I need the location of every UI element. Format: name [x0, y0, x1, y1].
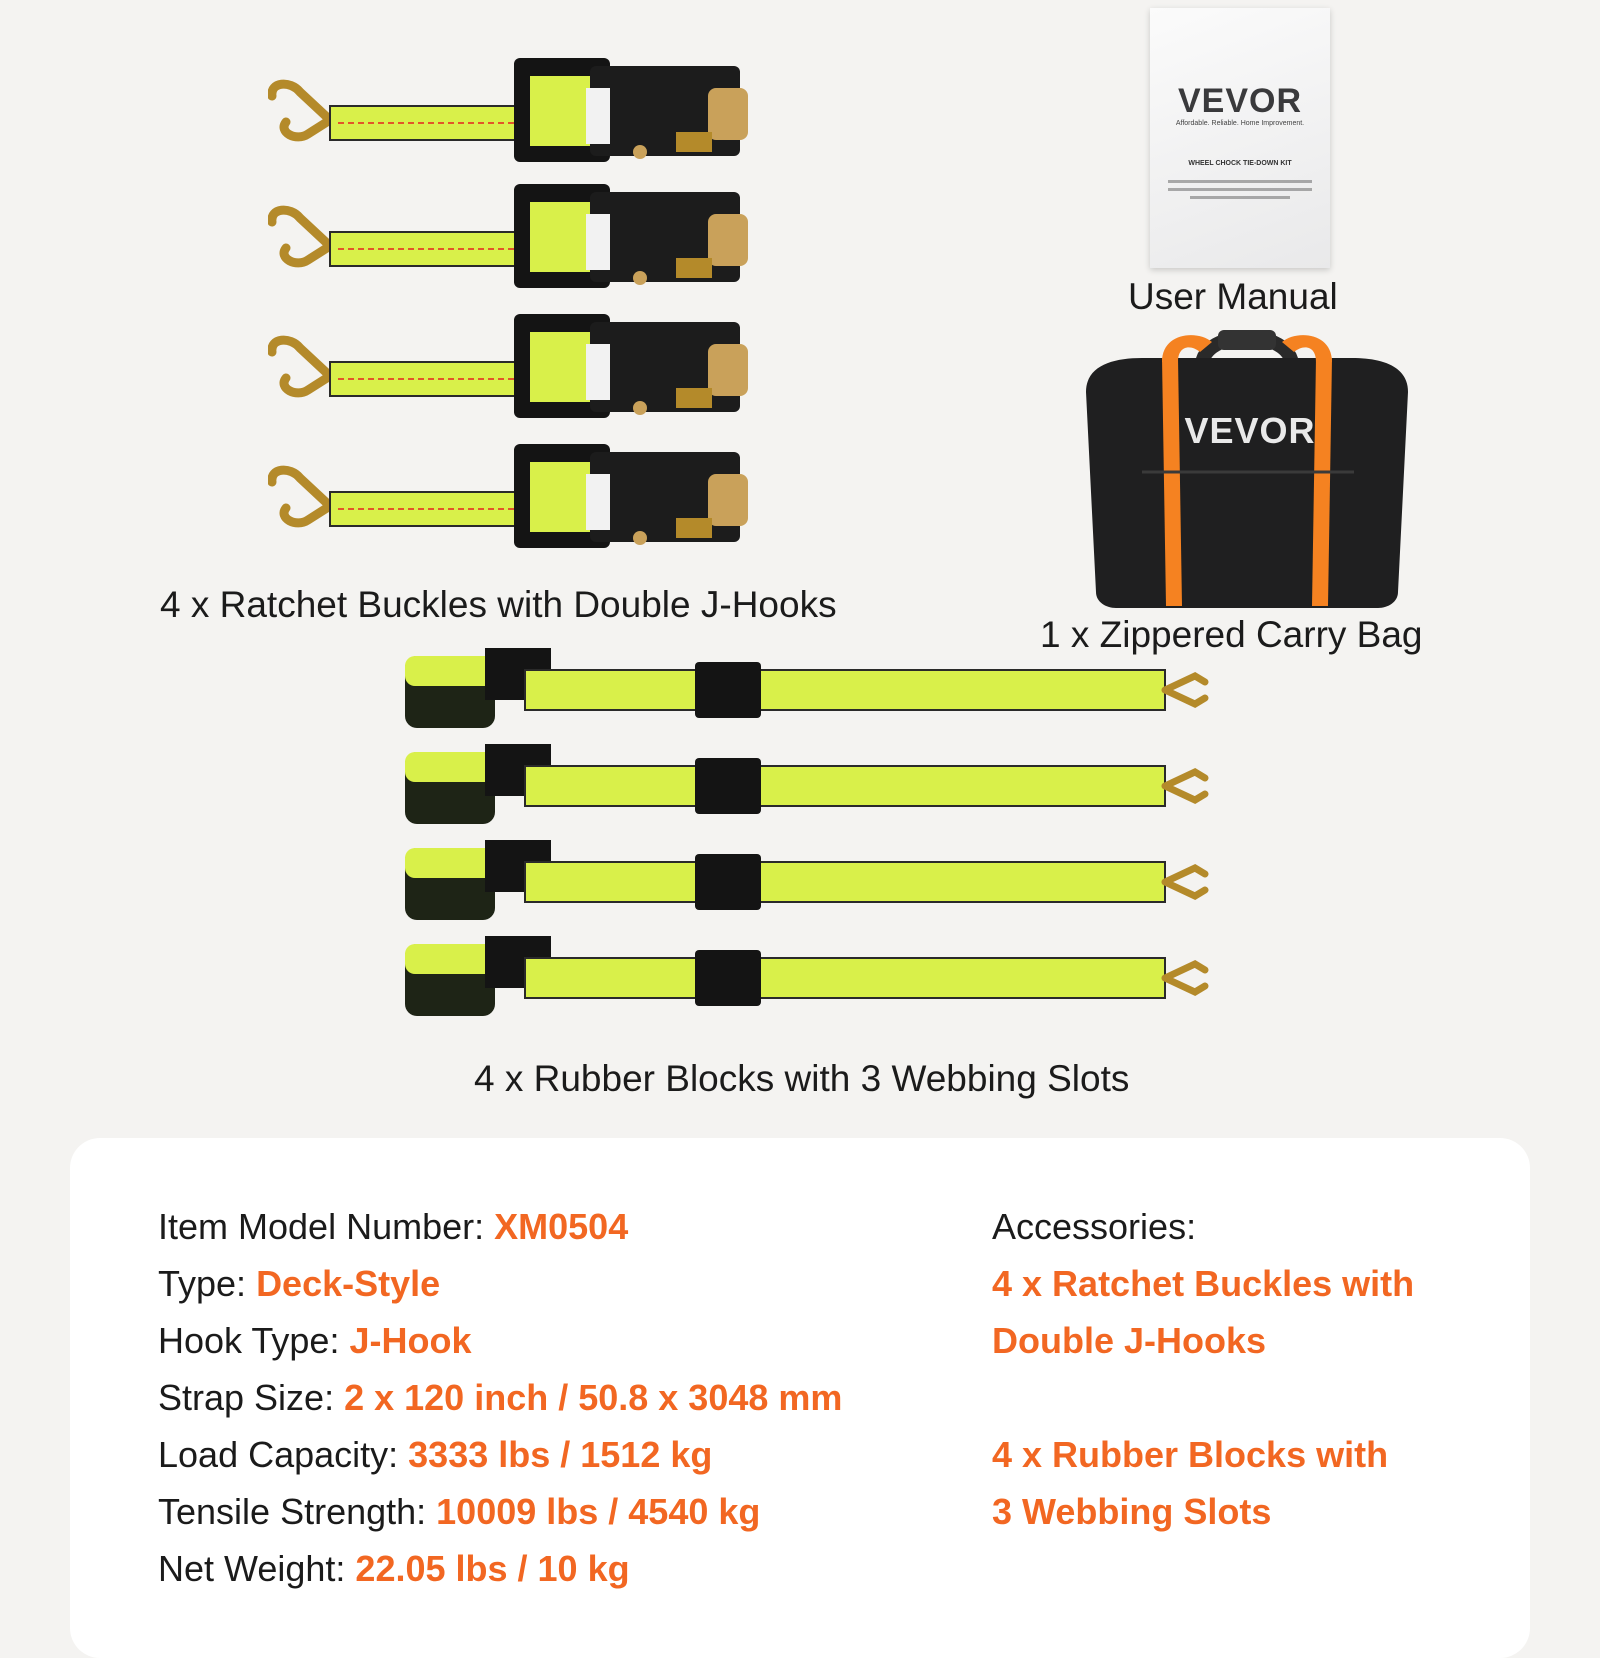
accessory-item-line: Double J-Hooks — [992, 1320, 1267, 1361]
spec-strap-size — [158, 1377, 842, 1419]
spec-value: J-Hook — [349, 1320, 472, 1361]
manual-model-line — [1190, 196, 1290, 199]
user-manual-image — [1150, 8, 1330, 268]
manual-title: WHEEL CHOCK TIE-DOWN KIT — [1188, 160, 1292, 167]
wheel-strap-illustration — [405, 930, 1235, 1026]
accessory-item-line: 4 x Rubber Blocks with — [992, 1434, 1389, 1475]
accessory-item-line: 3 Webbing Slots — [992, 1491, 1272, 1532]
spec-label: Net Weight: — [158, 1548, 356, 1589]
spec-label: Type: — [158, 1263, 257, 1304]
spec-label: Hook Type: — [158, 1320, 350, 1361]
manual-tagline: Affordable. Reliable. Home Improvement. — [1175, 120, 1305, 127]
bag-brand-logo: VEVOR — [1184, 410, 1316, 451]
spec-value: 3333 lbs / 1512 kg — [408, 1434, 713, 1475]
spec-value: XM0504 — [494, 1206, 629, 1247]
spec-tensile-strength — [158, 1491, 760, 1533]
spec-value: 10009 lbs / 4540 kg — [436, 1491, 761, 1532]
bag-caption: 1 x Zippered Carry Bag — [1040, 614, 1423, 655]
spec-net-weight — [158, 1548, 630, 1590]
spec-label: Load Capacity: — [158, 1434, 409, 1475]
ratchets-caption: 4 x Ratchet Buckles with Double J-Hooks — [160, 584, 837, 625]
carry-bag-image — [1082, 322, 1412, 610]
wheel-strap-illustration — [405, 642, 1235, 738]
spec-label: Item Model Number: — [158, 1206, 495, 1247]
wheel-strap-illustration — [405, 738, 1235, 834]
spec-type — [158, 1263, 440, 1305]
ratchet-strap-illustration — [268, 438, 788, 554]
spec-hook-type — [158, 1320, 471, 1362]
manual-model-line — [1168, 188, 1312, 191]
manual-brand-logo: VEVOR — [1177, 82, 1303, 120]
manual-caption: User Manual — [1128, 276, 1338, 317]
spec-label: Tensile Strength: — [158, 1491, 437, 1532]
accessory-item-line: 4 x Ratchet Buckles with — [992, 1263, 1415, 1304]
ratchet-strap-illustration — [268, 178, 788, 294]
accessories-title: Accessories: — [992, 1206, 1197, 1247]
spec-value: 2 x 120 inch / 50.8 x 3048 mm — [344, 1377, 843, 1418]
ratchet-strap-illustration — [268, 308, 788, 424]
spec-value: 22.05 lbs / 10 kg — [355, 1548, 630, 1589]
spec-load-capacity — [158, 1434, 712, 1476]
spec-model-number — [158, 1206, 628, 1248]
manual-model-line — [1168, 180, 1312, 183]
ratchet-strap-illustration — [268, 52, 788, 168]
wheel-strap-illustration — [405, 834, 1235, 930]
spec-label: Strap Size: — [158, 1377, 345, 1418]
spec-value: Deck-Style — [256, 1263, 441, 1304]
blocks-caption: 4 x Rubber Blocks with 3 Webbing Slots — [474, 1058, 1130, 1099]
